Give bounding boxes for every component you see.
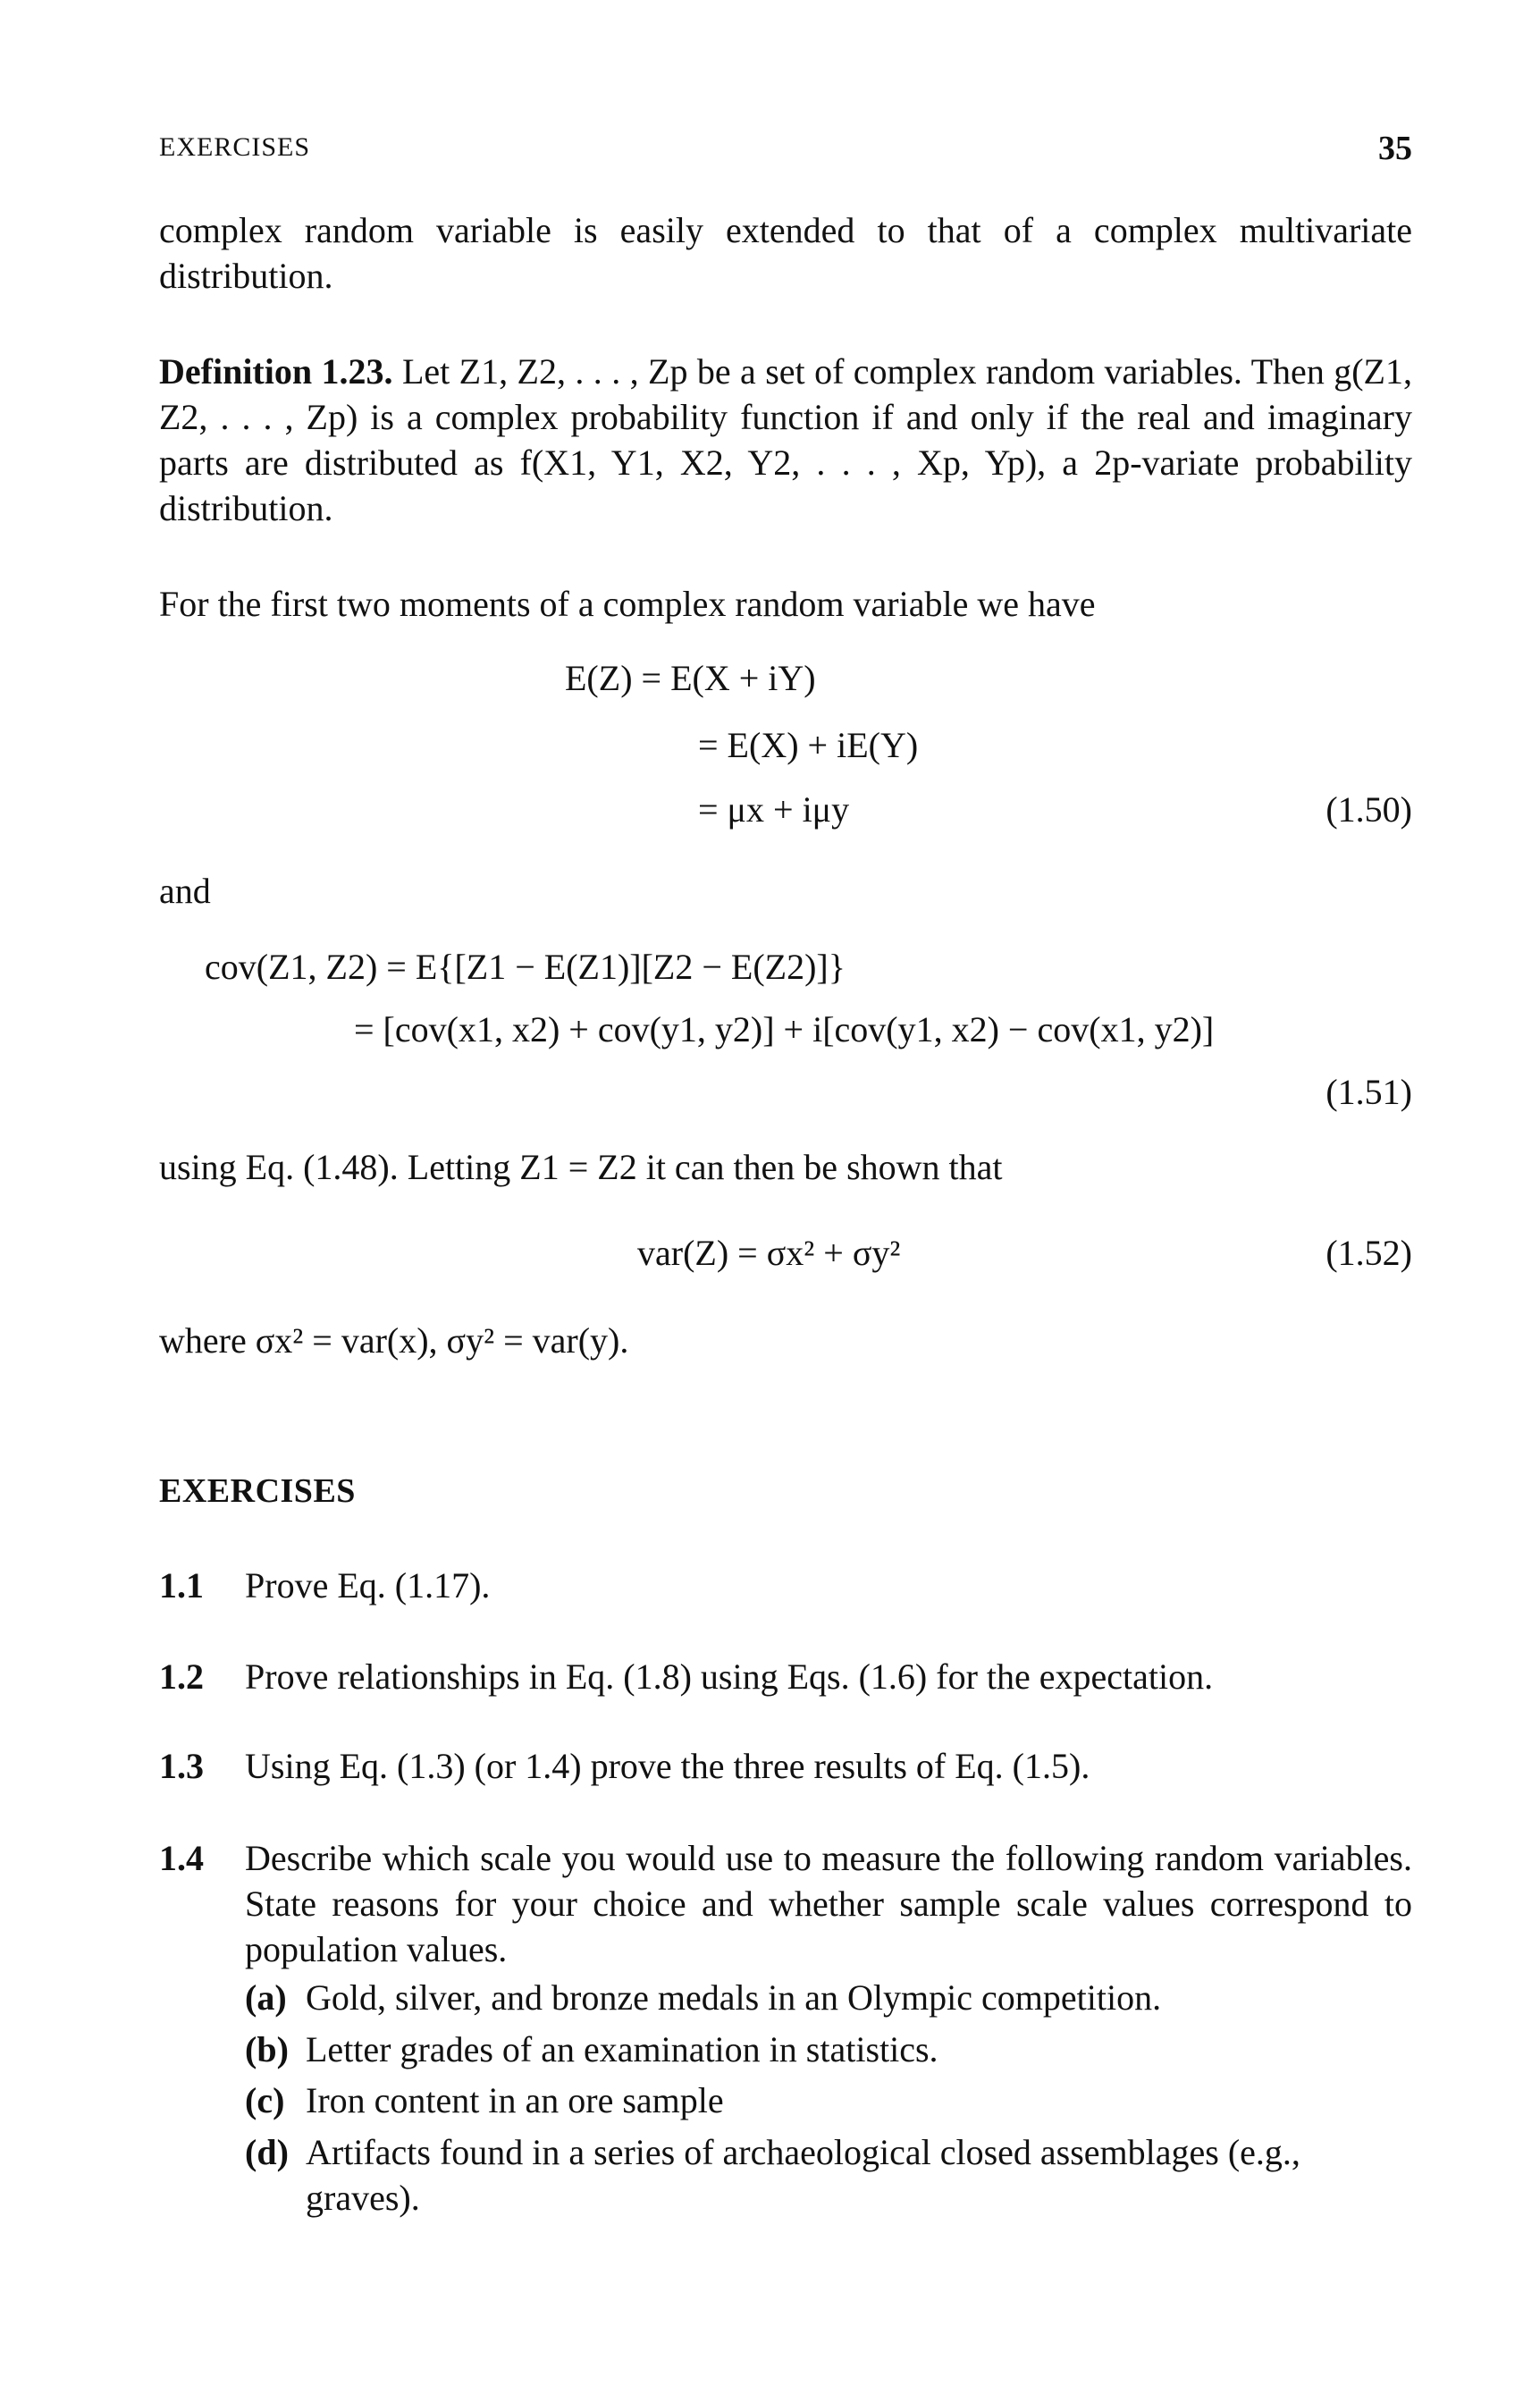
and-text: and bbox=[159, 871, 211, 911]
definition-text: Let Z1, Z2, . . . , Zp be a set of complex random variables. Then g(Z1, Z2, . . . , Zp) is a complex probability function if and only if the real and imaginary parts are distributed as f(X1, Y1, X2, Y2, . . . , Xp, Yp), a 2p-variate probability distribution. bbox=[159, 351, 1412, 528]
exercise-number: 1.2 bbox=[159, 1656, 204, 1697]
exercise-1-4 bbox=[159, 1835, 1412, 1972]
subitem-label: (b) bbox=[245, 2029, 289, 2069]
exercise-1-4-b bbox=[245, 2027, 1412, 2072]
eq-1-52-line: var(Z) = σx² + σy² bbox=[637, 1233, 901, 1273]
exercise-text: Describe which scale you would use to measure the following random variables. State reasons for your choice and whether sample scale values correspond to population values. bbox=[245, 1838, 1412, 1969]
page-header bbox=[159, 132, 1412, 168]
eq-1-50-line3: = μx + iμy bbox=[698, 789, 850, 830]
definition-paragraph bbox=[159, 349, 1412, 531]
subitem-text: Gold, silver, and bronze medals in an Olympic competition. bbox=[306, 1977, 1162, 2018]
intro-paragraph bbox=[159, 207, 1412, 299]
using-paragraph bbox=[159, 1144, 1412, 1190]
moments-intro bbox=[159, 581, 1412, 627]
exercise-number: 1.4 bbox=[159, 1838, 204, 1878]
eq-1-51-number: (1.51) bbox=[1325, 1072, 1412, 1112]
definition-label: Definition 1.23. bbox=[159, 351, 393, 392]
exercise-1-1 bbox=[159, 1563, 1412, 1608]
exercise-text: Prove relationships in Eq. (1.8) using Eqs. (1.6) for the expectation. bbox=[245, 1656, 1214, 1697]
eq-1-50-line1: E(Z) = E(X + iY) bbox=[565, 658, 816, 698]
subitem-label: (d) bbox=[245, 2132, 289, 2172]
subitem-text: Letter grades of an examination in statistics. bbox=[306, 2029, 938, 2069]
exercises-heading: EXERCISES bbox=[159, 1472, 356, 1510]
eq-1-51-line2: = [cov(x1, x2) + cov(y1, y2)] + i[cov(y1, x2) − cov(x1, y2)] bbox=[354, 1009, 1215, 1049]
subitem-label: (c) bbox=[245, 2080, 285, 2120]
intro-text: complex random variable is easily extended to that of a complex multivariate distribution. bbox=[159, 210, 1412, 296]
exercise-number: 1.3 bbox=[159, 1746, 204, 1786]
moments-intro-text: For the first two moments of a complex random variable we have bbox=[159, 584, 1096, 624]
exercise-1-3 bbox=[159, 1743, 1412, 1789]
subitem-text: Iron content in an ore sample bbox=[306, 2080, 724, 2120]
eq-1-51-line1: cov(Z1, Z2) = E{[Z1 − E(Z1)][Z2 − E(Z2)]} bbox=[205, 947, 846, 987]
exercise-text: Prove Eq. (1.17). bbox=[245, 1565, 491, 1606]
running-head: EXERCISES bbox=[159, 132, 311, 162]
exercise-number: 1.1 bbox=[159, 1565, 204, 1606]
where-text: where σx² = var(x), σy² = var(y). bbox=[159, 1320, 629, 1361]
exercise-1-4-d bbox=[245, 2129, 1412, 2221]
subitem-label: (a) bbox=[245, 1977, 287, 2018]
eq-1-50-line2: = E(X) + iE(Y) bbox=[698, 725, 919, 765]
using-text: using Eq. (1.48). Letting Z1 = Z2 it can then be shown that bbox=[159, 1147, 1003, 1187]
where-paragraph bbox=[159, 1318, 1412, 1363]
eq-1-50-number: (1.50) bbox=[1325, 789, 1412, 830]
exercise-1-2 bbox=[159, 1654, 1412, 1699]
eq-1-52-number: (1.52) bbox=[1325, 1233, 1412, 1273]
subitem-text: Artifacts found in a series of archaeological closed assemblages (e.g., graves). bbox=[306, 2132, 1300, 2218]
exercise-1-4-c bbox=[245, 2078, 1412, 2123]
and-paragraph bbox=[159, 868, 1412, 914]
page-number: 35 bbox=[1378, 130, 1412, 167]
exercise-1-4-a bbox=[245, 1975, 1412, 2020]
exercise-text: Using Eq. (1.3) (or 1.4) prove the three results of Eq. (1.5). bbox=[245, 1746, 1090, 1786]
